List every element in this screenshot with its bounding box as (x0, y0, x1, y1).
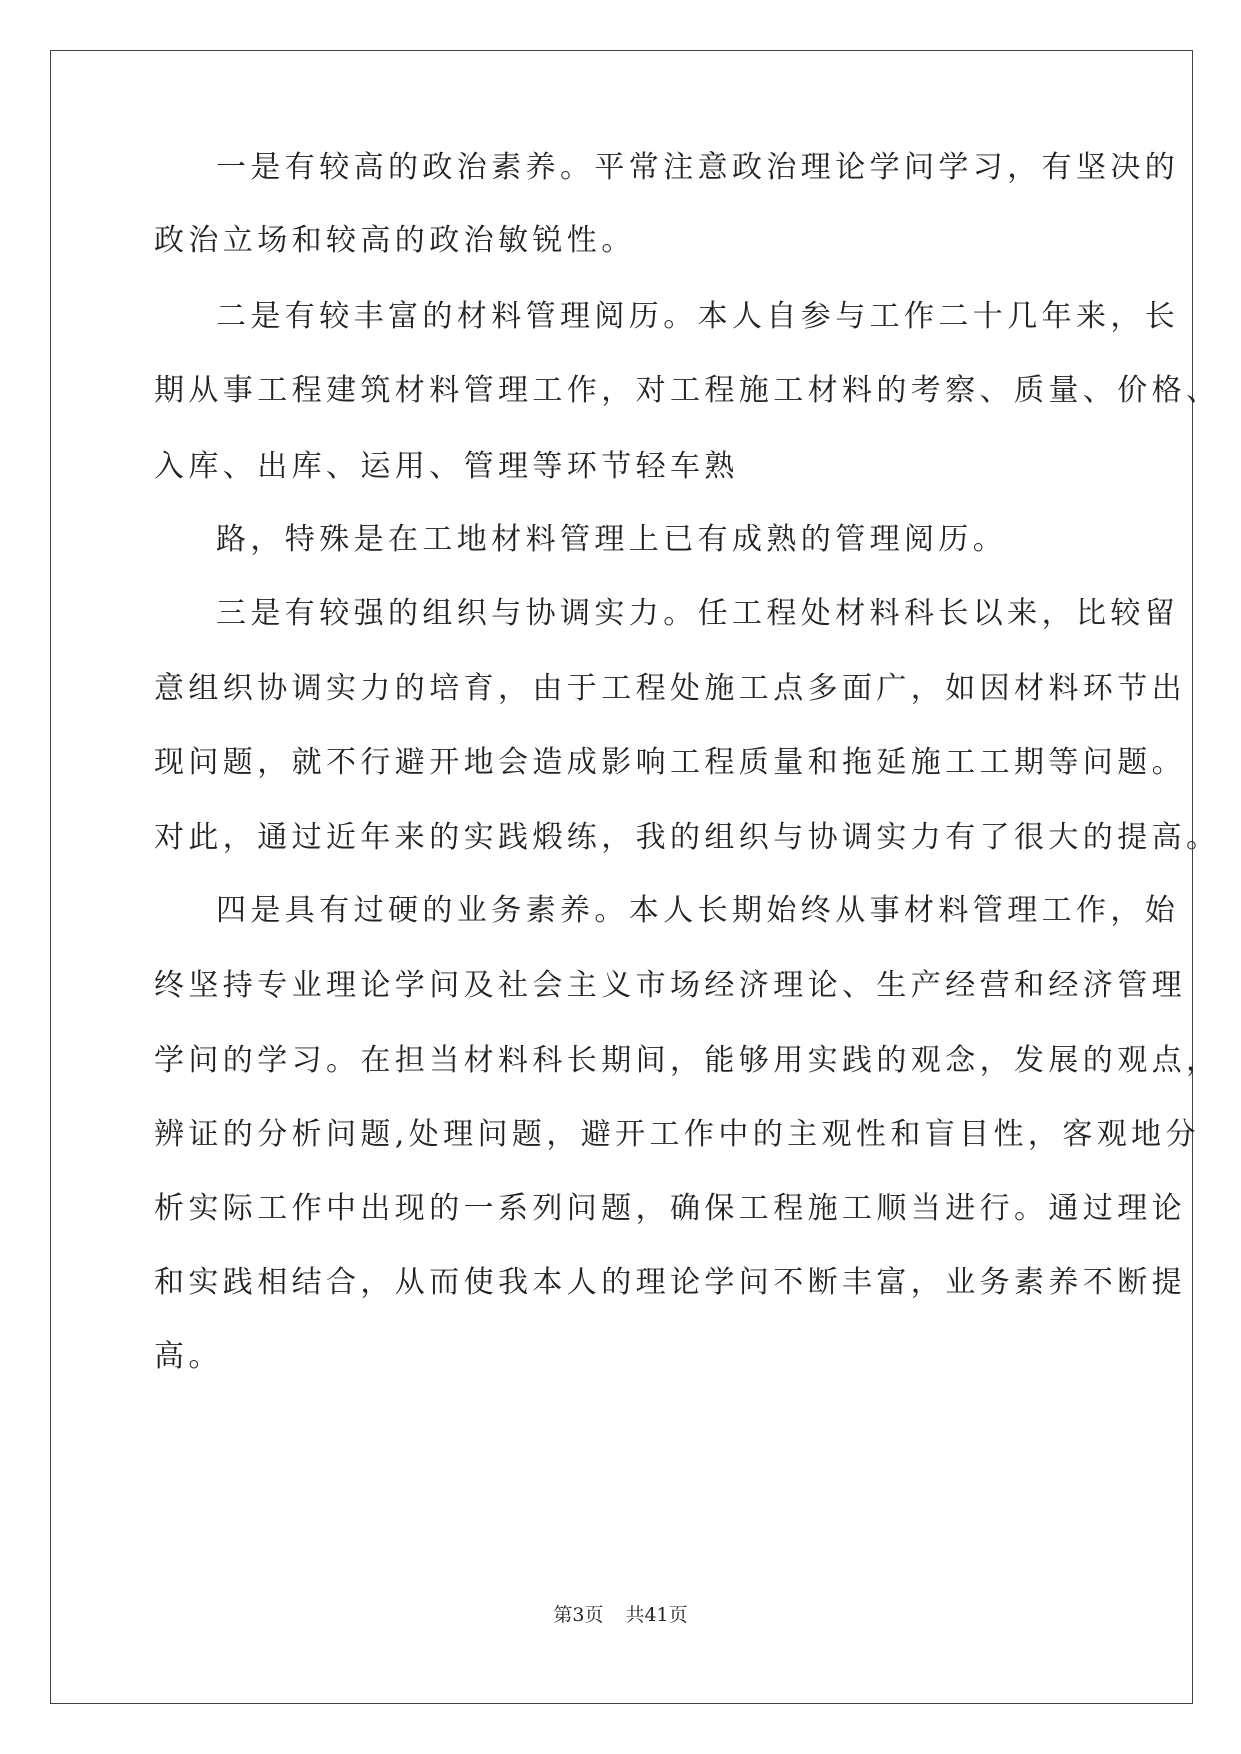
paragraph-5-line-4: 辨证的分析问题,处理问题，避开工作中的主观性和盲目性，客观地分 (154, 1117, 1200, 1152)
paragraph-5-line-3: 学问的学习。在担当材料科长期间，能够用实践的观念，发展的观点， (154, 1043, 1221, 1078)
paragraph-5-line-2: 终坚持专业理论学问及社会主义市场经济理论、生产经营和经济管理 (154, 968, 1186, 1003)
paragraph-5-line-1: 四是具有过硬的业务素养。本人长期始终从事材料管理工作，始 (216, 893, 1180, 928)
paragraph-2-line-1: 二是有较丰富的材料管理阅历。本人自参与工作二十几年来，长 (216, 299, 1180, 334)
paragraph-1-line-2: 政治立场和较高的政治敏锐性。 (154, 223, 636, 258)
paragraph-5-line-5: 析实际工作中出现的一系列问题，确保工程施工顺当进行。通过理论 (154, 1191, 1186, 1226)
paragraph-2-line-2: 期从事工程建筑材料管理工作，对工程施工材料的考察、质量、价格、 (154, 373, 1221, 408)
paragraph-4-line-3: 现问题，就不行避开地会造成影响工程质量和拖延施工工期等问题。 (154, 745, 1186, 780)
paragraph-3-line-1: 路，特殊是在工地材料管理上已有成熟的管理阅历。 (216, 522, 1008, 557)
page-footer (0, 1603, 1241, 1627)
paragraph-2-line-3: 入库、出库、运用、管理等环节轻车熟 (154, 449, 739, 484)
page-total: 共41页 (625, 1604, 688, 1626)
paragraph-4-line-2: 意组织协调实力的培育，由于工程处施工点多面广，如因材料环节出 (154, 671, 1186, 706)
paragraph-5-line-6: 和实践相结合，从而使我本人的理论学问不断丰富，业务素养不断提 (154, 1265, 1186, 1300)
paragraph-1-line-1: 一是有较高的政治素养。平常注意政治理论学问学习，有坚决的 (216, 150, 1180, 185)
paragraph-4-line-1: 三是有较强的组织与协调实力。任工程处材料科长以来，比较留 (216, 596, 1180, 631)
paragraph-5-line-7: 高。 (154, 1339, 223, 1374)
page-number: 第3页 (553, 1604, 604, 1626)
paragraph-4-line-4: 对此，通过近年来的实践煅练，我的组织与协调实力有了很大的提高。 (154, 820, 1221, 855)
